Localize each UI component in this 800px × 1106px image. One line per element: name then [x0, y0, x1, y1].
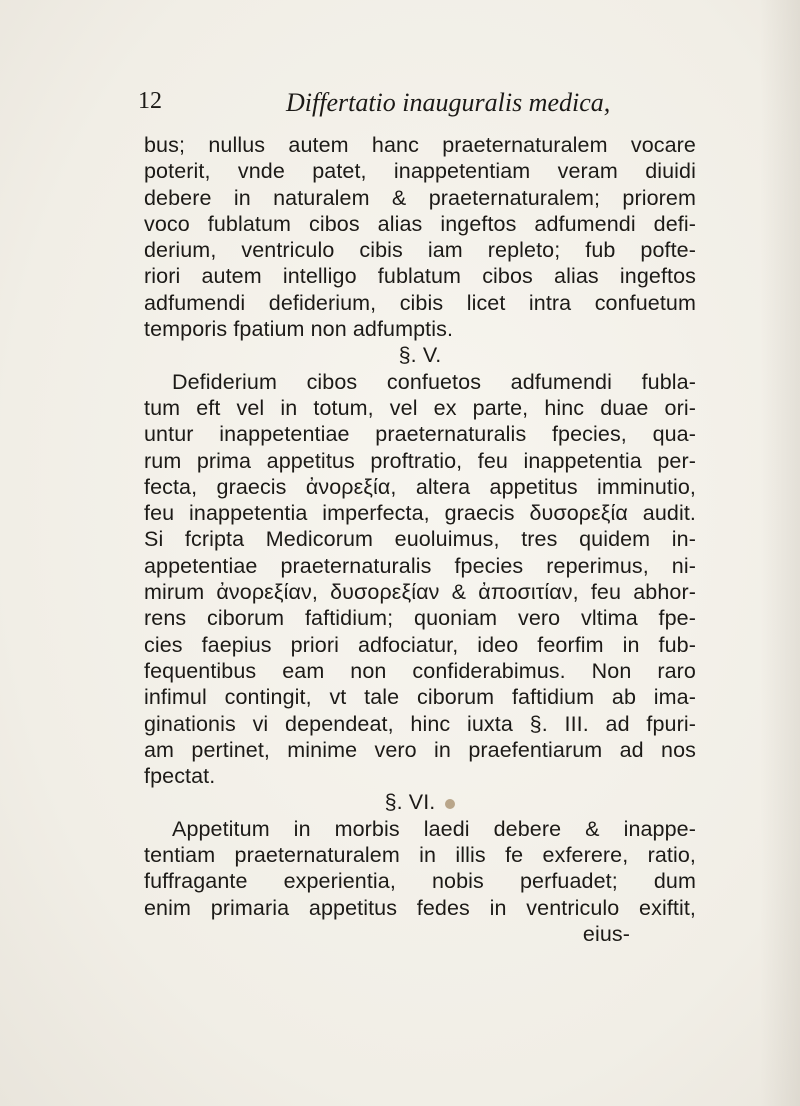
text-line: infimul contingit, vt tale ciborum faftidium ab ima-: [144, 685, 696, 710]
text-line: appetentiae praeternaturalis fpecies reperimus, ni-: [144, 553, 696, 578]
page-edge-shadow: [760, 0, 800, 1106]
text-line: feu inappetentia imperfecta, graecis δυσορεξία audit.: [144, 501, 696, 526]
section-heading: §. VI.: [384, 790, 436, 815]
text-line: untur inappetentiae praeternaturalis fpecies, qua-: [144, 422, 696, 447]
text-line: ginationis vi dependeat, hinc iuxta §. III. ad fpuri-: [144, 711, 696, 736]
text-line: riori autem intelligo fublatum cibos alias ingeftos: [144, 264, 696, 289]
text-line: fpectat.: [144, 764, 216, 789]
text-line: derium, ventriculo cibis iam repleto; fub pofte-: [144, 238, 696, 263]
text-line: adfumendi defiderium, cibis licet intra confuetum: [144, 290, 696, 315]
text-line: cies faepius priori adfociatur, ideo feorfim in fub-: [144, 632, 696, 657]
text-line: debere in naturalem & praeternaturalem; priorem: [144, 185, 696, 210]
text-line: fuffragante experientia, nobis perfuadet; dum: [144, 869, 696, 894]
text-line: rens ciborum faftidium; quoniam vero vltima fpe-: [144, 606, 696, 631]
page-number: 12: [138, 88, 162, 114]
ornament-dot-icon: [445, 799, 455, 809]
text-line: bus; nullus autem hanc praeternaturalem vocare: [144, 133, 696, 157]
section-heading-row: [144, 789, 696, 815]
text-line: am pertinet, minime vero in praefentiarum ad nos: [144, 737, 696, 762]
text-line: voco fublatum cibos alias ingeftos adfumendi defi-: [144, 211, 696, 236]
text-line: fecta, graecis ἀνορεξία, altera appetitus imminutio,: [144, 474, 696, 499]
catchword: eius-: [582, 921, 630, 946]
text-line: tum eft vel in totum, vel ex parte, hinc duae ori-: [144, 395, 696, 420]
text-line: fequentibus eam non confiderabimus. Non raro: [144, 658, 696, 683]
text-line: rum prima appetitus proftratio, feu inappetentia per-: [144, 448, 696, 473]
running-title: Differtatio inauguralis medica,: [286, 88, 611, 117]
section-heading: §. V.: [398, 343, 442, 368]
body-text: [144, 132, 696, 947]
text-line: poterit, vnde patet, inappetentiam veram diuidi: [144, 159, 696, 184]
text-line: Appetitum in morbis laedi debere & inappe-: [172, 816, 696, 841]
text-line: Defiderium cibos confuetos adfumendi fubla-: [172, 369, 696, 394]
text-line: temporis fpatium non adfumptis.: [144, 317, 454, 342]
running-header: [138, 88, 688, 122]
text-line: tentiam praeternaturalem in illis fe exferere, ratio,: [144, 843, 696, 868]
text-line: mirum ἀνορεξίαν, δυσορεξίαν & ἀποσιτίαν, feu abhor-: [144, 580, 696, 605]
text-line: Si fcripta Medicorum euoluimus, tres quidem in-: [144, 527, 696, 552]
text-line: enim primaria appetitus fedes in ventriculo exiftit,: [144, 895, 696, 920]
